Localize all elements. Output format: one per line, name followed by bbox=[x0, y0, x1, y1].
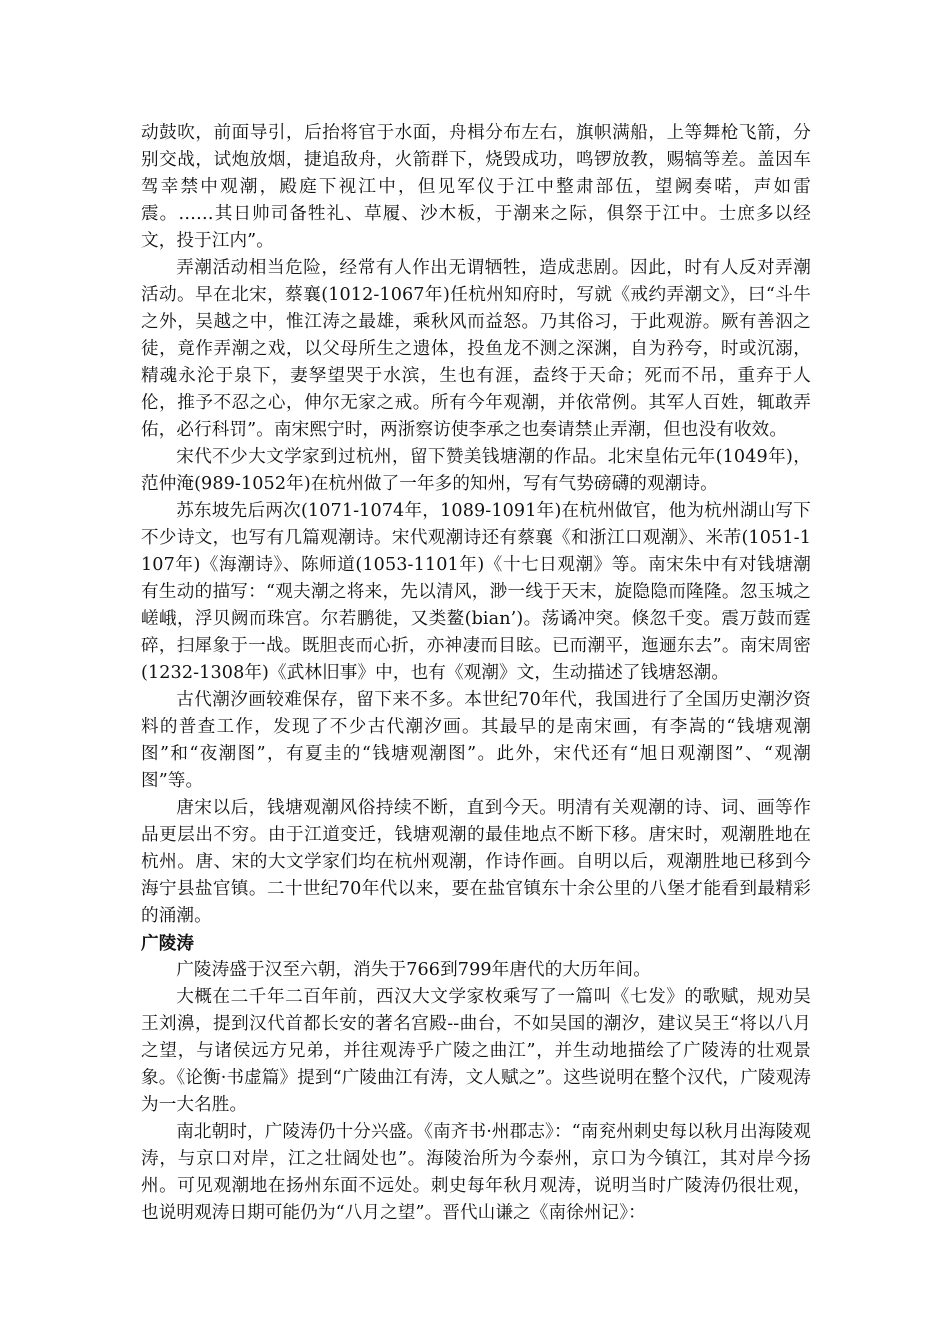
paragraph-continuation: 动鼓吹，前面导引，后抬将官于水面，舟楫分布左右，旗帜满船，上等舞枪飞箭，分别交战，试炮放烟，捷追敌舟，火箭群下，烧毁成功，鸣锣放教，赐犒等差。盖因车驾幸禁中观潮，殿庭下视江中，但见军仪于江中整肃部伍，望阙奏喏，声如雷震。……其日帅司备牲礼、草履、沙木板，于潮来之际，俱祭于江中。士庶多以经文，投于江内”。 bbox=[141, 123, 811, 251]
paragraph: 大概在二千年二百年前，西汉大文学家枚乘写了一篇叫《七发》的歌赋，规劝吴王刘濞，提到汉代首都长安的著名宫殿--曲台，不如吴国的潮汐，建议吴王“将以八月之望，与诸侯远方兄弟，并往观涛乎广陵之曲江”，并生动地描绘了广陵涛的壮观景象。《论衡·书虚篇》提到“广陵曲江有涛，文人赋之”。这些说明在整个汉代，广陵观涛为一大名胜。 bbox=[141, 987, 811, 1115]
paragraph: 唐宋以后，钱塘观潮风俗持续不断，直到今天。明清有关观潮的诗、词、画等作品更层出不穷。由于江道变迁，钱塘观潮的最佳地点不断下移。唐宋时，观潮胜地在杭州。唐、宋的大文学家们均在杭州观潮，作诗作画。自明以后，观潮胜地已移到今海宁县盐官镇。二十世纪70年代以来，要在盐官镇东十余公里的八堡才能看到最精彩的涌潮。 bbox=[141, 798, 811, 926]
section-heading: 广陵涛 bbox=[141, 933, 195, 954]
paragraph: 广陵涛盛于汉至六朝，消失于766到799年唐代的大历年间。 bbox=[176, 960, 651, 980]
paragraph: 古代潮汐画较难保存，留下来不多。本世纪70年代，我国进行了全国历史潮汐资料的普查工作，发现了不少古代潮汐画。其最早的是南宋画，有李嵩的“钱塘观潮图”和“夜潮图”，有夏圭的“钱塘观潮图”。此外，宋代还有“旭日观潮图”、“观潮图”等。 bbox=[141, 690, 811, 791]
paragraph: 南北朝时，广陵涛仍十分兴盛。《南齐书·州郡志》：“南兖州刺史每以秋月出海陵观涛，与京口对岸，江之壮阔处也”。海陵治所为今泰州，京口为今镇江，其对岸今扬州。可见观潮地在扬州东面不远处。刺史每年秋月观涛，说明当时广陵涛仍很壮观，也说明观涛日期可能仍为“八月之望”。晋代山谦之《南徐州记》： bbox=[141, 1122, 811, 1223]
paragraph: 苏东坡先后两次(1071-1074年，1089-1091年)在杭州做官，他为杭州湖山写下不少诗文，也写有几篇观潮诗。宋代观潮诗还有蔡襄《和浙江口观潮》、米芾(1051-1107年)《海潮诗》、陈师道(1053-1101年)《十七日观潮》等。南宋朱中有对钱塘潮有生动的描写：“观夫潮之将来，先以清风，渺一线于天末，旋隐隐而隆隆。忽玉城之嵯峨，浮贝阙而珠宫。尔若鹏徙，又类鳌(bian’)。荡谲冲突。倏忽千变。震万鼓而霆碎，扫犀象于一战。既胆丧而心折，亦神凄而目眩。已而潮平，迤逦东去”。南宋周密(1232-1308年)《武林旧事》中，也有《观潮》文，生动描述了钱塘怒潮。 bbox=[141, 501, 811, 683]
paragraph: 弄潮活动相当危险，经常有人作出无谓牺牲，造成悲剧。因此，时有人反对弄潮活动。早在北宋，蔡襄(1012-1067年)任杭州知府时，写就《戒约弄潮文》，曰“斗牛之外，吴越之中，惟江涛之最雄，乘秋风而益怒。乃其俗习，于此观游。厥有善泅之徒，竟作弄潮之戏，以父母所生之遗体，投鱼龙不测之深渊，自为矜夸，时或沉溺，精魂永沦于泉下，妻孥望哭于水滨，生也有涯，盍终于天命；死而不吊，重弃于人伦，推予不忍之心，伸尔无家之戒。所有今年观潮，并依常例。其军人百姓，辄敢弄佑，必行科罚”。南宋熙宁时，两浙察访使李承之也奏请禁止弄潮，但也没有收效。 bbox=[141, 258, 811, 440]
paragraph: 宋代不少大文学家到过杭州，留下赞美钱塘潮的作品。北宋皇佑元年(1049年)，范仲淹(989-1052年)在杭州做了一年多的知州，写有气势磅礴的观潮诗。 bbox=[141, 447, 811, 494]
document-body bbox=[141, 120, 811, 1227]
